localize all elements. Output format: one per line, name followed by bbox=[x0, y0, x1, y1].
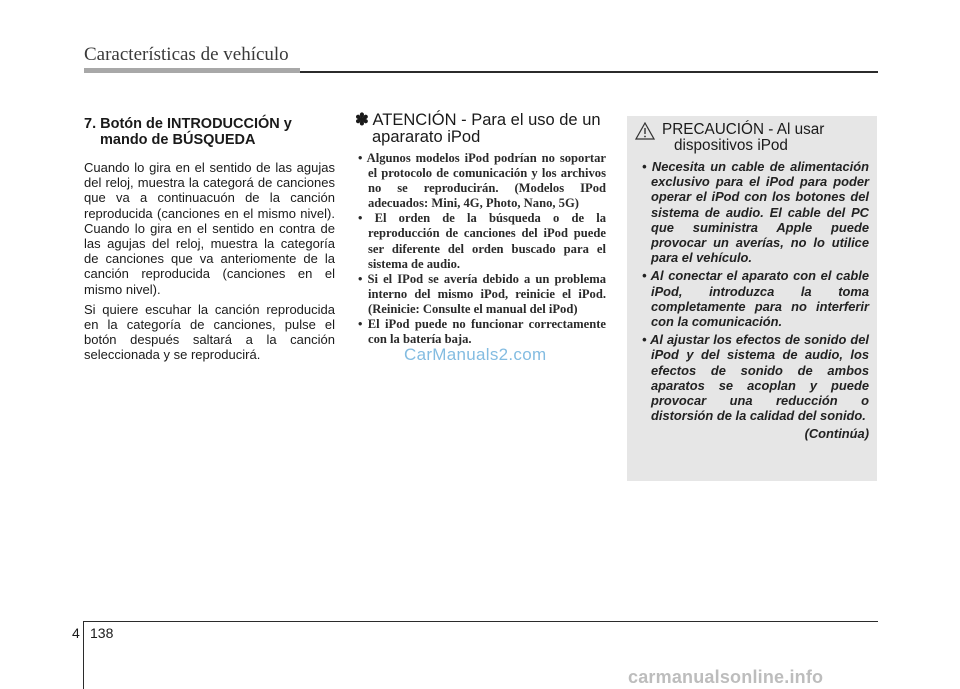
chapter-number: 4 bbox=[72, 625, 80, 641]
footer-rule bbox=[84, 621, 878, 622]
section-column bbox=[84, 116, 335, 368]
header-rule bbox=[300, 71, 878, 73]
caution-list bbox=[639, 159, 869, 423]
caution-item: • Al conectar el aparato con el cable iPod, introduzca la toma completamente para no interferir con la comunicación. bbox=[639, 268, 869, 329]
section-title: 7. Botón de INTRODUCCIÓN y mando de BÚSQUEDA bbox=[84, 116, 292, 148]
page-number: 138 bbox=[90, 625, 114, 641]
watermark-footer: carmanualsonline.info bbox=[628, 667, 824, 687]
caution-item: • Necesita un cable de alimentación exclusivo para el iPod para poder operar el iPod con los botones del sistema de audio. El cable del PC que suministra Apple puede provocar un averías, no lo utilice para el vehículo. bbox=[639, 159, 869, 265]
caution-title-line: PRECAUCIÓN - Al usar bbox=[662, 121, 825, 138]
attention-item: • Si el IPod se avería debido a un problema interno del mismo iPod, reinicie el iPod. (Reinicie: Consulte el manual del iPod) bbox=[355, 272, 606, 317]
caution-box bbox=[627, 116, 877, 481]
attention-item: • Algunos modelos iPod podrían no soportar el protocolo de comunicación y los archivos no se reproducirán. (Modelos IPod adecuados: Mini, 4G, Photo, Nano, 5G) bbox=[355, 151, 606, 211]
continued-label: (Continúa) bbox=[804, 426, 869, 442]
caution-content bbox=[639, 122, 869, 441]
caution-item: • Al ajustar los efectos de sonido del iPod y del sistema de audio, los efectos de sonido de ambos aparatos se acoplan y puede provocar una reducción o distorsión de la calidad del sonido. bbox=[639, 332, 869, 423]
attention-item: • El orden de la búsqueda o de la reproducción de canciones del iPod puede ser diferente del orden buscado para el sistema de audio. bbox=[355, 211, 606, 271]
attention-title bbox=[355, 112, 606, 145]
attention-list bbox=[355, 151, 606, 347]
header-rule-accent bbox=[84, 68, 300, 73]
section-paragraph: Si quiere escuhar la canción reproducida en la categoría de canciones, pulse el botón después saltará a la canción seleccionada y se reproducirá. bbox=[84, 301, 335, 363]
attention-item: • El iPod puede no funcionar correctamente con la batería baja. bbox=[355, 317, 606, 347]
footer-divider bbox=[83, 621, 84, 689]
caution-title-line: dispositivos iPod bbox=[674, 136, 788, 154]
warning-triangle-icon bbox=[635, 122, 655, 140]
caution-title bbox=[639, 122, 869, 153]
watermark-center: CarManuals2.com bbox=[404, 345, 547, 364]
page-header-title: Características de vehículo bbox=[84, 44, 289, 65]
attention-column bbox=[355, 112, 606, 347]
section-paragraph: Cuando lo gira en el sentido de las agujas del reloj, muestra la categorá de canciones que va a continuacuón de la canción reproducida (canciones en el mismo nivel). Cuando lo gira en el sentido en contra de las agujas del reloj, muestra la categoría de canciones que va anteriomente de la canción reproducida (canciones en el mismo nivel). bbox=[84, 160, 335, 297]
attention-title-text: ATENCIÓN - Para el uso de un apararato iPod bbox=[372, 111, 601, 146]
asterisk-icon: ✽ bbox=[355, 111, 369, 129]
